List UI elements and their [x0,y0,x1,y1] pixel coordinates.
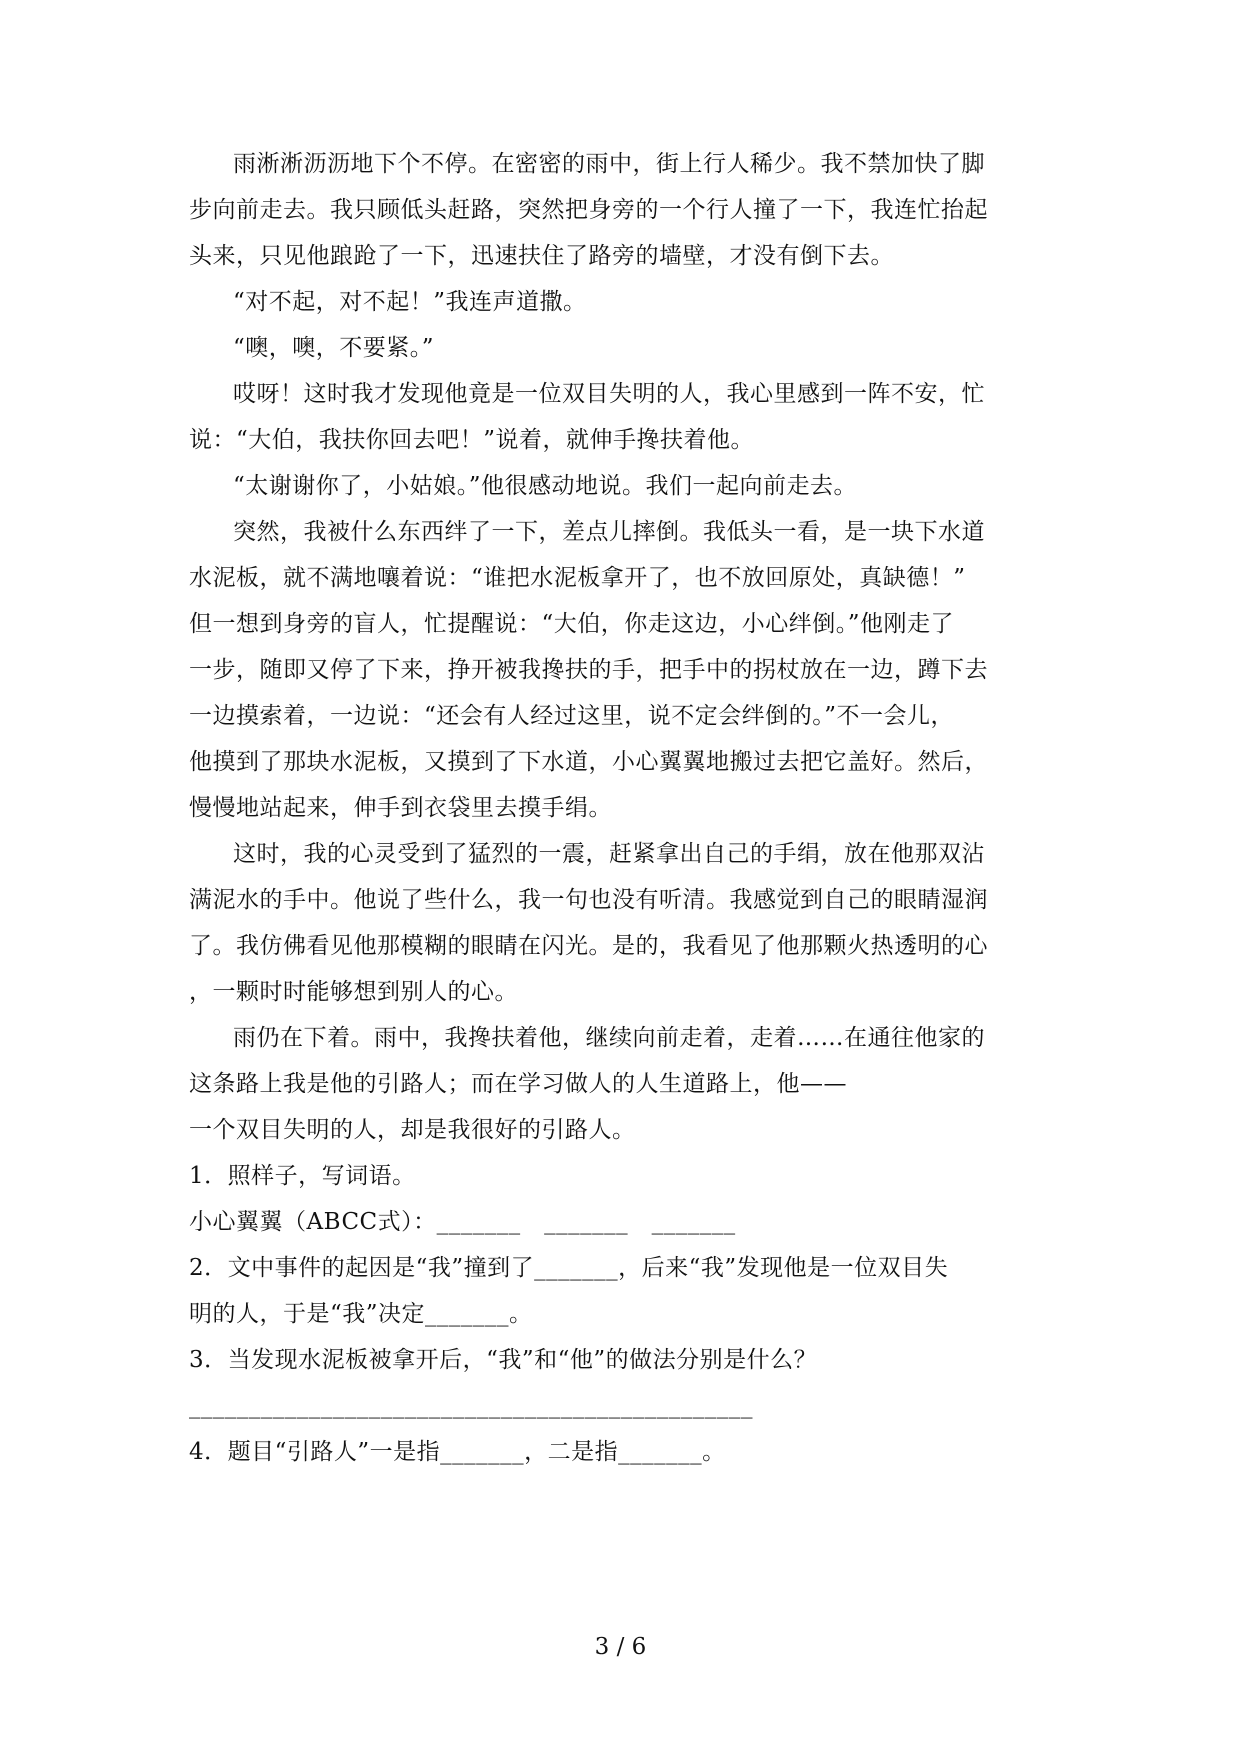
passage-line: 但一想到身旁的盲人，忙提醒说：“大伯，你走这边，小心绊倒。”他刚走了 [189,611,955,637]
passage-line: 他摸到了那块水泥板，又摸到了下水道，小心翼翼地搬过去把它盖好。然后， [189,749,988,775]
question-2-line-1: 2．文中事件的起因是“我”撞到了_______，后来“我”发现他是一位双目失 [189,1255,949,1281]
passage-line: 头来，只见他踉跄了一下，迅速扶住了路旁的墙壁，才没有倒下去。 [189,243,894,269]
passage-line: 满泥水的手中。他说了些什么，我一句也没有听清。我感觉到自己的眼睛湿润 [189,887,988,913]
passage-line: 慢慢地站起来，伸手到衣袋里去摸手绢。 [189,795,612,821]
passage-line: 说：“大伯，我扶你回去吧！”说着，就伸手搀扶着他。 [189,427,755,453]
passage-line: 哎呀！这时我才发现他竟是一位双目失明的人，我心里感到一阵不安，忙 [233,381,985,407]
passage-line: 雨仍在下着。雨中，我搀扶着他，继续向前走着，走着……在通往他家的 [233,1025,985,1051]
passage-line: ，一颗时时能够想到别人的心。 [189,979,518,1005]
passage-line: “对不起，对不起！”我连声道撒。 [233,289,587,315]
passage-line: 步向前走去。我只顾低头赶路，突然把身旁的一个行人撞了一下，我连忙抬起 [189,197,988,223]
question-3-title: 3．当发现水泥板被拿开后，“我”和“他”的做法分别是什么？ [189,1347,818,1373]
question-1-title: 1．照样子，写词语。 [189,1163,416,1189]
page-number: 3 / 6 [594,1634,647,1660]
passage-line: 突然，我被什么东西绊了一下，差点儿摔倒。我低头一看，是一块下水道 [233,519,985,545]
question-1-example: 小心翼翼（ABCC式）：_______ _______ _______ [189,1209,736,1235]
question-2-line-2: 明的人，于是“我”决定_______。 [189,1301,533,1327]
passage-line: 这时，我的心灵受到了猛烈的一震，赶紧拿出自己的手绢，放在他那双沾 [233,841,985,867]
passage-line: 了。我仿佛看见他那模糊的眼睛在闪光。是的，我看见了他那颗火热透明的心 [189,933,988,959]
passage-line: 一边摸索着，一边说：“还会有人经过这里，说不定会绊倒的。”不一会儿， [189,703,955,729]
passage-line: 水泥板，就不满地嚷着说：“谁把水泥板拿开了，也不放回原处，真缺德！” [189,565,966,591]
passage-line: “太谢谢你了，小姑娘。”他很感动地说。我们一起向前走去。 [233,473,858,499]
passage-line: 一步，随即又停了下来，挣开被我搀扶的手，把手中的拐杖放在一边，蹲下去 [189,657,988,683]
passage-line: 一个双目失明的人，却是我很好的引路人。 [189,1117,636,1143]
passage-line: 这条路上我是他的引路人；而在学习做人的人生道路上，他—— [189,1071,847,1097]
passage-line: 雨淅淅沥沥地下个不停。在密密的雨中，街上行人稀少。我不禁加快了脚 [233,151,985,177]
question-4-title: 4．题目“引路人”一是指_______，二是指_______。 [189,1439,726,1465]
passage-line: “噢，噢，不要紧。” [233,335,435,361]
question-3-answer-line: _______________________________________________ [189,1393,753,1419]
